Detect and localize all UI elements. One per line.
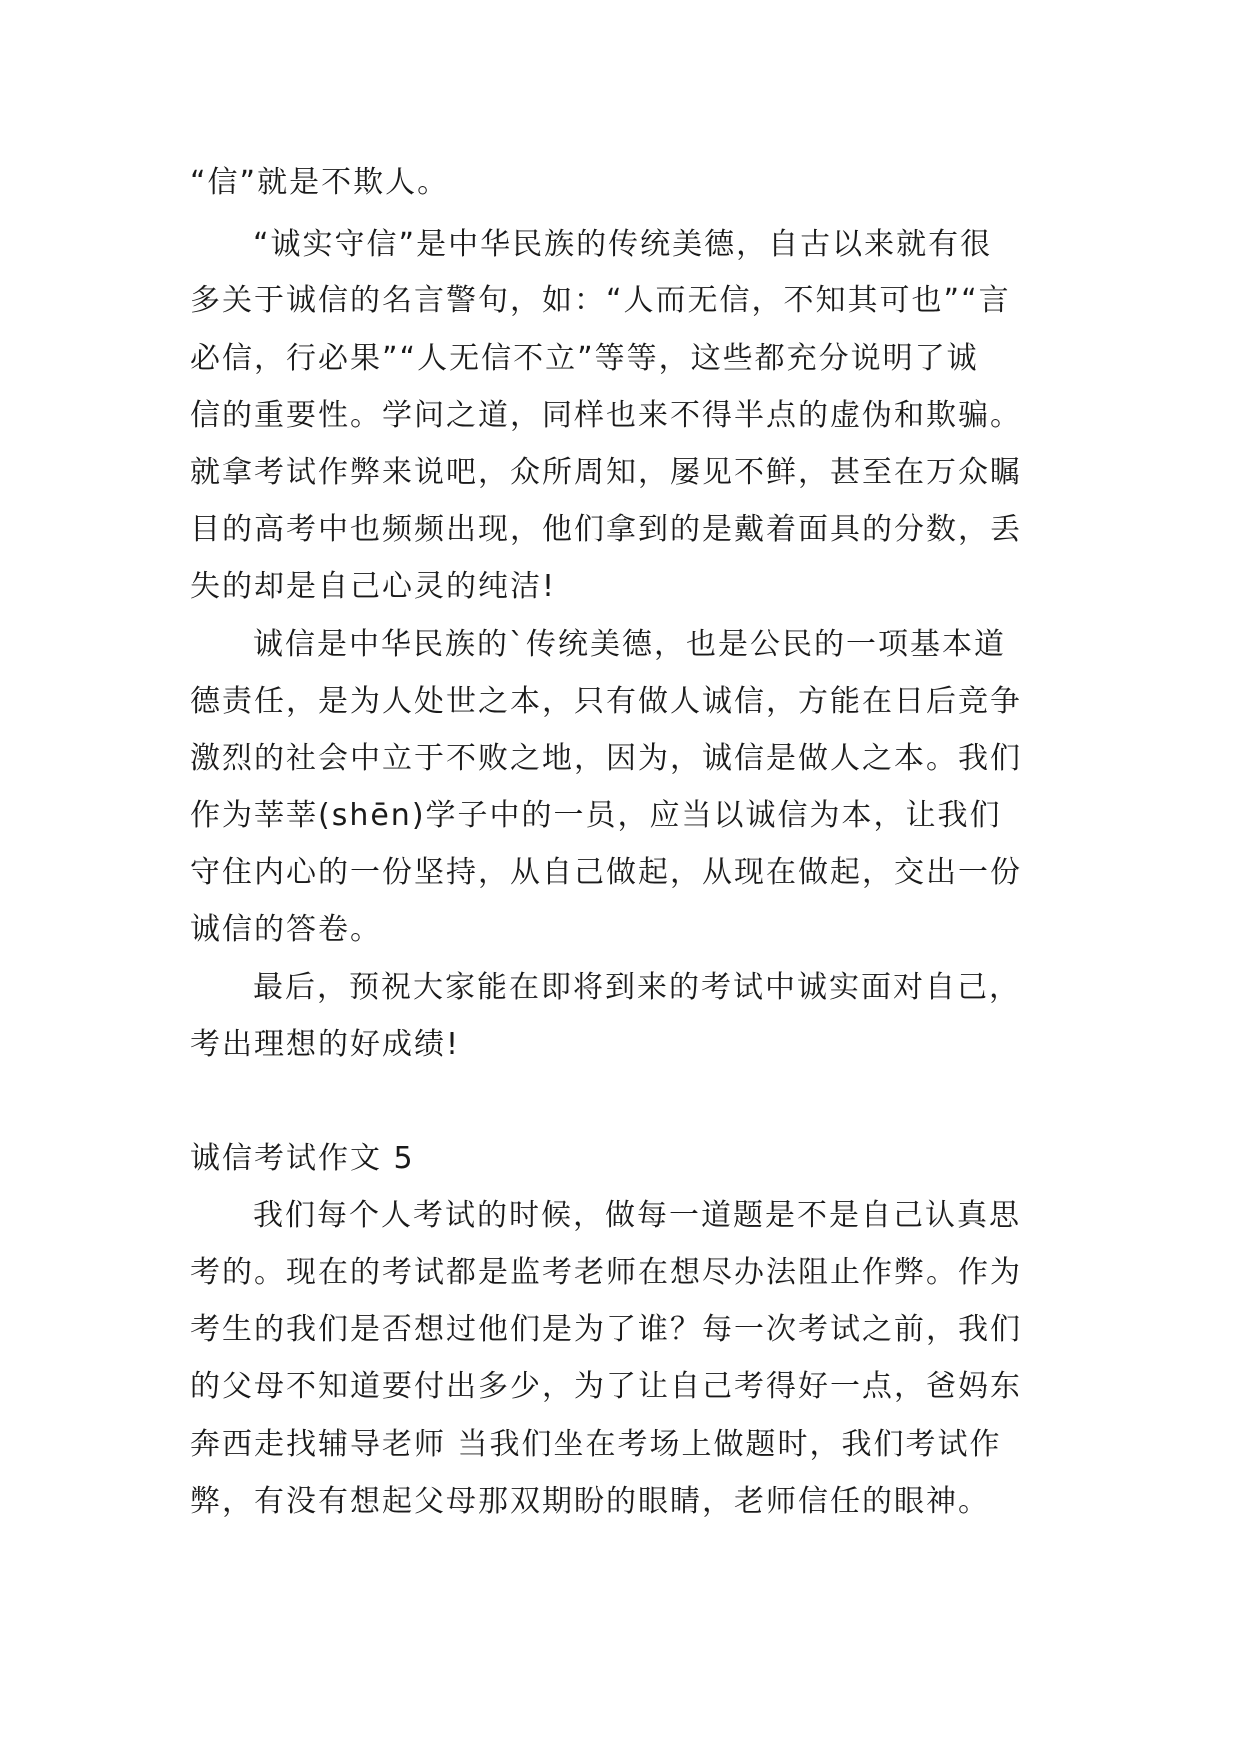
paragraph-start-line: “诚实守信”是中华民族的传统美德，自古以来就有很 <box>253 227 993 262</box>
text-line: “信”就是不欺人。 <box>190 165 450 200</box>
text-line: 就拿考试作弊来说吧，众所周知，屡见不鲜，甚至在万众瞩 <box>190 455 1022 490</box>
text-line: 目的高考中也频频出现，他们拿到的是戴着面具的分数，丢 <box>190 512 1022 547</box>
paragraph-start-line: 最后，预祝大家能在即将到来的考试中诚实面对自己， <box>253 970 1021 1005</box>
text-line: 的父母不知道要付出多少，为了让自己考得好一点，爸妈东 <box>190 1369 1022 1404</box>
paragraph-start-line: 我们每个人考试的时候，做每一道题是不是自己认真思 <box>253 1198 1021 1233</box>
text-line: 弊，有没有想起父母那双期盼的眼睛，老师信任的眼神。 <box>190 1484 990 1519</box>
paragraph-start-line: 诚信是中华民族的`传统美德，也是公民的一项基本道 <box>253 627 1006 662</box>
text-line: 守住内心的一份坚持，从自己做起，从现在做起，交出一份 <box>190 855 1022 890</box>
text-line: 失的却是自己心灵的纯洁! <box>190 569 557 604</box>
text-line: 作为莘莘(shēn)学子中的一员，应当以诚信为本，让我们 <box>190 798 1002 833</box>
section-heading: 诚信考试作文 5 <box>190 1141 415 1176</box>
text-line: 诚信的答卷。 <box>190 912 382 947</box>
text-line: 必信，行必果”“人无信不立”等等，这些都充分说明了诚 <box>190 341 979 376</box>
text-line: 激烈的社会中立于不败之地，因为，诚信是做人之本。我们 <box>190 741 1022 776</box>
text-line: 德责任，是为人处世之本，只有做人诚信，方能在日后竞争 <box>190 684 1022 719</box>
text-line: 多关于诚信的名言警句，如：“人而无信，不知其可也”“言 <box>190 283 1011 318</box>
text-line: 信的重要性。学问之道，同样也来不得半点的虚伪和欺骗。 <box>190 398 1022 433</box>
text-line: 奔西走找辅导老师 当我们坐在考场上做题时，我们考试作 <box>190 1427 1002 1462</box>
text-line: 考出理想的好成绩! <box>190 1027 461 1062</box>
text-line: 考的。现在的考试都是监考老师在想尽办法阻止作弊。作为 <box>190 1255 1022 1290</box>
text-line: 考生的我们是否想过他们是为了谁？每一次考试之前，我们 <box>190 1312 1022 1347</box>
